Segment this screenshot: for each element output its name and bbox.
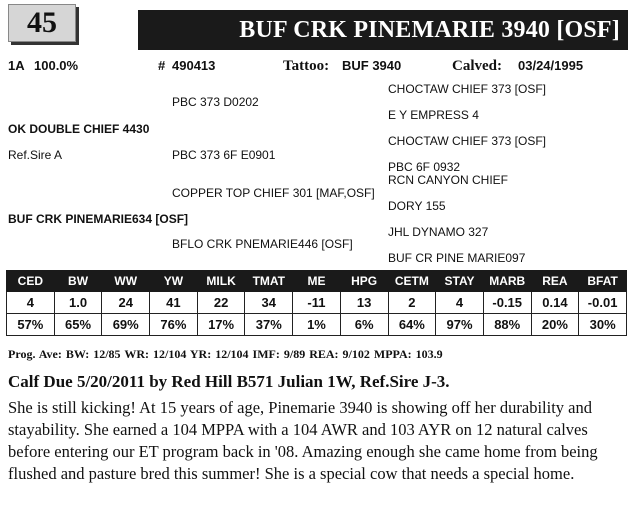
lot-number: 45 xyxy=(8,4,76,42)
epd-header-rea: REA xyxy=(531,271,579,292)
pedigree-sire: OK DOUBLE CHIEF 4430 xyxy=(8,122,150,136)
calved-label: Calved: xyxy=(452,58,502,74)
epd-value-milk: 22 xyxy=(197,292,245,314)
pedigree-ggp-3: CHOCTAW CHIEF 373 [OSF] xyxy=(388,134,547,148)
tattoo: BUF 3940 xyxy=(342,58,402,73)
pedigree-ggp-6: DORY 155 xyxy=(388,199,446,213)
epd-value-stay: 4 xyxy=(436,292,484,314)
description: She is still kicking! At 15 years of age, Pinemarie 3940 is showing off her durability and stayability. She earned a 104 MPPA with a 104 AWR and 103 AYR on 12 natural calves before entering our ET program back in '08. Amazing enough she came home from being flushed and pasture bred this summer! She is a special cow that needs a special home. xyxy=(8,398,598,483)
pedigree-dam: BUF CRK PINEMARIE634 [OSF] xyxy=(8,212,189,226)
calf-due: Calf Due 5/20/2011 by Red Hill B571 Julian 1W, Ref.Sire J-3. xyxy=(8,372,450,391)
tattoo-label: Tattoo: xyxy=(283,58,330,74)
epd-accuracy-me: 1% xyxy=(293,314,341,336)
epd-value-cetm: 2 xyxy=(388,292,436,314)
epd-value-rea: 0.14 xyxy=(531,292,579,314)
epd-header-hpg: HPG xyxy=(340,271,388,292)
epd-header-row xyxy=(7,271,627,292)
epd-accuracy-ww: 69% xyxy=(102,314,150,336)
epd-header-tmat: TMAT xyxy=(245,271,293,292)
percent: 100.0% xyxy=(34,58,79,73)
epd-value-ww: 24 xyxy=(102,292,150,314)
epd-header-ww: WW xyxy=(102,271,150,292)
epd-accuracy-ced: 57% xyxy=(7,314,55,336)
epd-header-stay: STAY xyxy=(436,271,484,292)
pedigree-ggp-7: JHL DYNAMO 327 xyxy=(388,225,489,239)
epd-value-hpg: 13 xyxy=(340,292,388,314)
grade: 1A xyxy=(8,58,25,73)
animal-name: BUF CRK PINEMARIE 3940 [OSF] xyxy=(138,10,628,50)
epd-header-marb: MARB xyxy=(483,271,531,292)
epd-accuracy-bw: 65% xyxy=(54,314,102,336)
epd-header-ced: CED xyxy=(7,271,55,292)
pedigree-ggp-5: RCN CANYON CHIEF xyxy=(388,173,509,187)
reg-number: 490413 xyxy=(172,58,216,73)
pedigree-ggp-2: E Y EMPRESS 4 xyxy=(388,108,479,122)
pedigree-ggp-1: CHOCTAW CHIEF 373 [OSF] xyxy=(388,82,547,96)
epd-value-bfat: -0.01 xyxy=(579,292,627,314)
epd-header-me: ME xyxy=(293,271,341,292)
epd-accuracy-bfat: 30% xyxy=(579,314,627,336)
epd-value-marb: -0.15 xyxy=(483,292,531,314)
pedigree-ggp-8: BUF CR PINE MARIE097 xyxy=(388,251,526,265)
epd-accuracy-marb: 88% xyxy=(483,314,531,336)
epd-value-yw: 41 xyxy=(150,292,198,314)
epd-value-me: -11 xyxy=(293,292,341,314)
epd-values-row xyxy=(7,292,627,314)
pedigree-sire-dam: PBC 373 6F E0901 xyxy=(172,148,276,162)
epd-header-cetm: CETM xyxy=(388,271,436,292)
epd-header-yw: YW xyxy=(150,271,198,292)
epd-accuracy-milk: 17% xyxy=(197,314,245,336)
pedigree-sire-sire: PBC 373 D0202 xyxy=(172,95,259,109)
pedigree-ggp-4: PBC 6F 0932 xyxy=(388,160,461,174)
epd-value-bw: 1.0 xyxy=(54,292,102,314)
pedigree-dam-dam: BFLO CRK PNEMARIE446 [OSF] xyxy=(172,237,353,251)
epd-accuracy-cetm: 64% xyxy=(388,314,436,336)
epd-header-milk: MILK xyxy=(197,271,245,292)
pedigree-sire-note: Ref.Sire A xyxy=(8,148,63,162)
epd-accuracy-row xyxy=(7,314,627,336)
epd-accuracy-rea: 20% xyxy=(531,314,579,336)
epd-accuracy-stay: 97% xyxy=(436,314,484,336)
epd-accuracy-hpg: 6% xyxy=(340,314,388,336)
epd-table xyxy=(6,270,627,336)
reg-label: # xyxy=(158,58,166,73)
progeny-averages: Prog. Ave: BW: 12/85 WR: 12/104 YR: 12/104 IMF: 9/89 REA: 9/102 MPPA: 103.9 xyxy=(8,347,443,361)
epd-accuracy-yw: 76% xyxy=(150,314,198,336)
epd-header-bfat: BFAT xyxy=(579,271,627,292)
pedigree-dam-sire: COPPER TOP CHIEF 301 [MAF,OSF] xyxy=(172,186,375,200)
epd-value-tmat: 34 xyxy=(245,292,293,314)
epd-value-ced: 4 xyxy=(7,292,55,314)
epd-accuracy-tmat: 37% xyxy=(245,314,293,336)
epd-header-bw: BW xyxy=(54,271,102,292)
calved-date: 03/24/1995 xyxy=(518,58,584,73)
